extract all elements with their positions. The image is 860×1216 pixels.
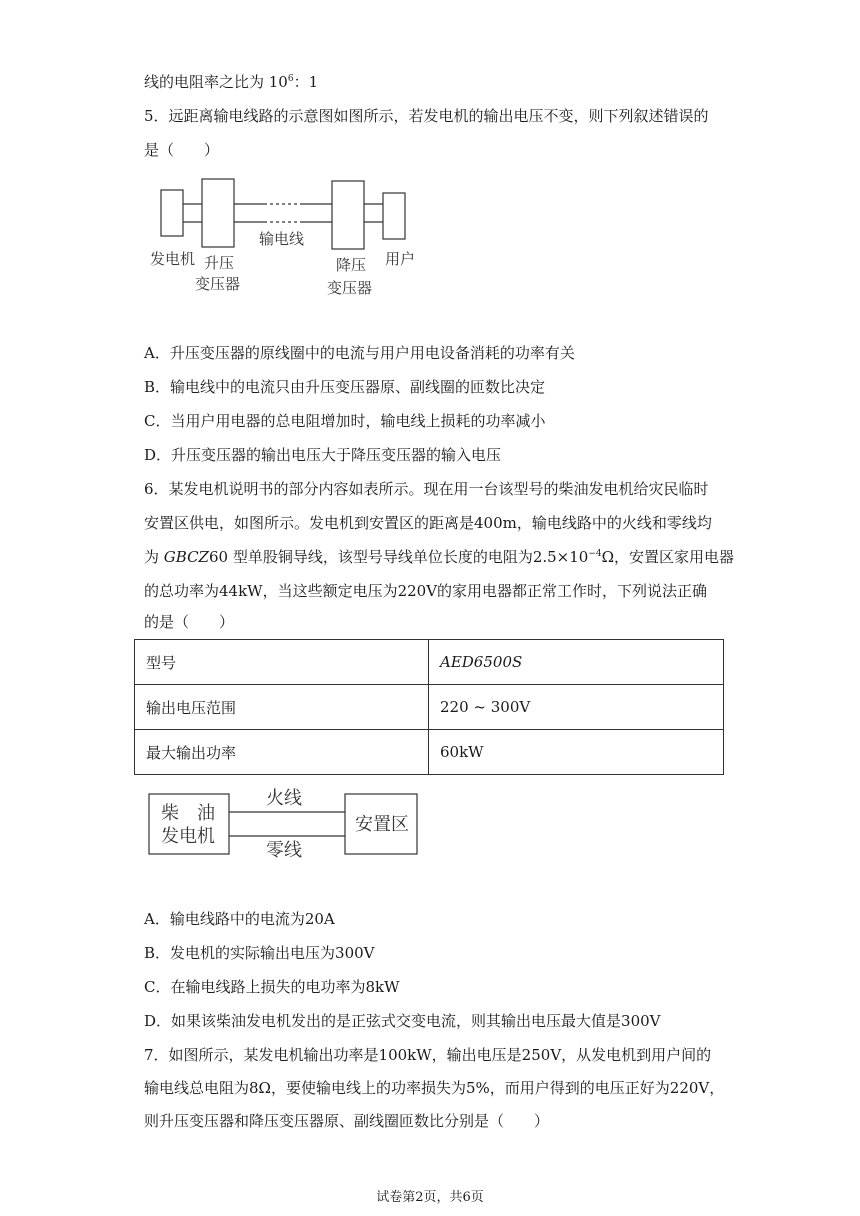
step-down-label-1: 降压 — [336, 256, 367, 274]
table-row — [135, 685, 724, 730]
step-up-label-2: 变压器 — [195, 275, 241, 293]
q6-option-b: B．发电机的实际输出电压为300V — [144, 944, 375, 962]
step-down-label-2: 变压器 — [327, 279, 373, 297]
user-box — [383, 193, 405, 239]
step-up-transformer-box — [202, 179, 234, 247]
q6-option-a: A．输电线路中的电流为20A — [144, 910, 335, 928]
q6-stem-line4: 的总功率为44kW，当这些额定电压为220V的家用电器都正常工作时，下列说法正确 — [144, 582, 708, 600]
diesel-label-1: 柴 油 — [161, 803, 215, 824]
q6-supply-diagram — [148, 784, 428, 864]
neutral-wire-label: 零线 — [266, 840, 302, 861]
q6-stem-line3: 为 GBCZ60 型单股铜导线，该型号导线单位长度的电阻为$2.5\times 10^{-4}\Omega$，安置区家用电器 — [144, 548, 735, 566]
q5-stem-line2: 是（ ） — [144, 141, 220, 159]
line-label: 输电线 — [259, 230, 305, 248]
table-cell: 型号 — [135, 640, 429, 685]
q6-stem-line2: 安置区供电，如图所示。发电机到安置区的距离是400m，输电线路中的火线和零线均 — [144, 514, 712, 532]
table-cell: AED6500S — [429, 640, 724, 685]
table-cell: 220 ~ 300V — [429, 685, 724, 730]
generator-label: 发电机 — [150, 250, 196, 268]
q7-stem-line1: 7．如图所示，某发电机输出功率是100kW，输出电压是250V，从发电机到用户间的 — [144, 1046, 712, 1064]
table-cell: 输出电压范围 — [135, 685, 429, 730]
q5-option-a: A．升压变压器的原线圈中的电流与用户用电设备消耗的功率有关 — [144, 344, 575, 362]
q5-option-c: C．当用户用电器的总电阻增加时，输电线上损耗的功率减小 — [144, 412, 546, 430]
q6-stem-line5: 的是（ ） — [144, 613, 235, 631]
table-row — [135, 730, 724, 775]
step-down-transformer-box — [332, 181, 364, 249]
q6-stem-line1: 6．某发电机说明书的部分内容如表所示。现在用一台该型号的柴油发电机给灾民临时 — [144, 480, 709, 498]
q5-option-b: B．输电线中的电流只由升压变压器原、副线圈的匝数比决定 — [144, 378, 546, 396]
q5-option-d: D．升压变压器的输出电压大于降压变压器的输入电压 — [144, 446, 502, 464]
q6-option-d: D．如果该柴油发电机发出的是正弦式交变电流，则其输出电压最大值是300V — [144, 1012, 661, 1030]
q7-stem-line2: 输电线总电阻为8Ω，要使输电线上的功率损失为5%，而用户得到的电压正好为220V， — [144, 1079, 725, 1097]
user-label: 用户 — [385, 250, 416, 268]
table-row — [135, 640, 724, 685]
q5-transmission-diagram — [140, 172, 440, 302]
generator-spec-table — [134, 639, 724, 775]
q5-stem-line1: 5．远距离输电线路的示意图如图所示，若发电机的输出电压不变，则下列叙述错误的 — [144, 107, 709, 125]
page-footer: 试卷第2页，共6页 — [376, 1190, 484, 1205]
continuation-line: 线的电阻率之比为 $10^6$：1 — [144, 73, 319, 91]
diesel-label-2: 发电机 — [161, 826, 215, 847]
q7-stem-line3: 则升压变压器和降压变压器原、副线圈匝数比分别是（ ） — [144, 1112, 550, 1130]
generator-box — [161, 190, 183, 236]
table-cell: 最大输出功率 — [135, 730, 429, 775]
table-cell: 60kW — [429, 730, 724, 775]
step-up-label-1: 升压 — [204, 254, 235, 272]
q6-option-c: C．在输电线路上损失的电功率为8kW — [144, 978, 400, 996]
settlement-area-label: 安置区 — [355, 814, 409, 835]
live-wire-label: 火线 — [266, 788, 302, 809]
